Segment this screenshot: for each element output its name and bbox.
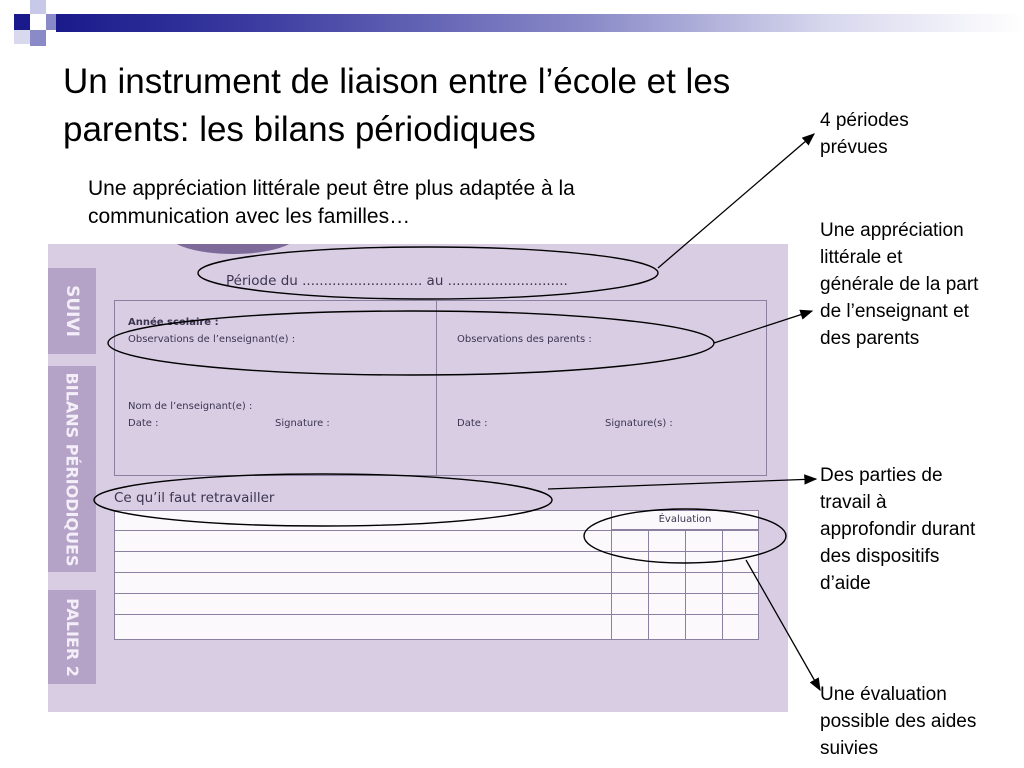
- evaluation-column-line: [722, 530, 723, 640]
- annotation-parties-travail: Des parties de travail à approfondir durant des dispositifs d’aide: [820, 465, 976, 594]
- header-gradient-bar: [56, 14, 1024, 32]
- form-image: [48, 244, 788, 712]
- nom-enseignant-label: Nom de l’enseignant(e) :: [128, 401, 253, 412]
- logo-square-2: [30, 0, 46, 14]
- logo-square-4: [30, 30, 46, 46]
- tab-bilans-label: BILANS PÉRIODIQUES: [62, 371, 82, 567]
- logo-square-1: [14, 14, 30, 30]
- table-row-line: [114, 530, 759, 531]
- observations-divider: [436, 300, 437, 476]
- date-right-label: Date :: [457, 418, 488, 429]
- obs-parents-label: Observations des parents :: [457, 334, 592, 345]
- annotation-appreciation: Une appréciation littérale et générale de la part de l’enseignant et des parents: [820, 220, 979, 349]
- slide-title: Un instrument de liaison entre l’école et les parents: les bilans périodiques: [63, 62, 731, 149]
- evaluation-header: Évaluation: [611, 510, 759, 530]
- tab-suivi: [48, 268, 96, 354]
- logo-square-5: [14, 30, 30, 44]
- slide-subtitle: Une appréciation littérale peut être plus adaptée à la communication avec les familles…: [88, 177, 575, 228]
- signature-right-label: Signature(s) :: [605, 418, 673, 429]
- evaluation-column-line: [685, 530, 686, 640]
- table-row-line: [114, 551, 759, 552]
- periode-line: Période du ............................ au ............................: [226, 273, 568, 289]
- annotation-periodes: 4 périodes prévues: [820, 110, 909, 158]
- annotation-evaluation: Une évaluation possible des aides suivies: [820, 684, 977, 759]
- retravailler-heading: Ce qu’il faut retravailler: [114, 490, 275, 506]
- tab-suivi-label: SUIVI: [62, 285, 83, 337]
- signature-left-label: Signature :: [275, 418, 330, 429]
- tab-bilans-periodiques: [48, 366, 96, 572]
- obs-enseignant-label: Observations de l’enseignant(e) :: [128, 334, 296, 345]
- date-left-label: Date :: [128, 418, 159, 429]
- annee-scolaire-label: Année scolaire :: [128, 317, 219, 328]
- evaluation-column-line: [648, 530, 649, 640]
- tab-palier-label: PALIER 2: [62, 597, 82, 677]
- table-row-line: [114, 572, 759, 573]
- table-row-line: [114, 614, 759, 615]
- table-row-line: [114, 593, 759, 594]
- tab-palier: [48, 590, 96, 684]
- decorative-arc: [168, 244, 298, 254]
- logo-square-3: [46, 14, 56, 30]
